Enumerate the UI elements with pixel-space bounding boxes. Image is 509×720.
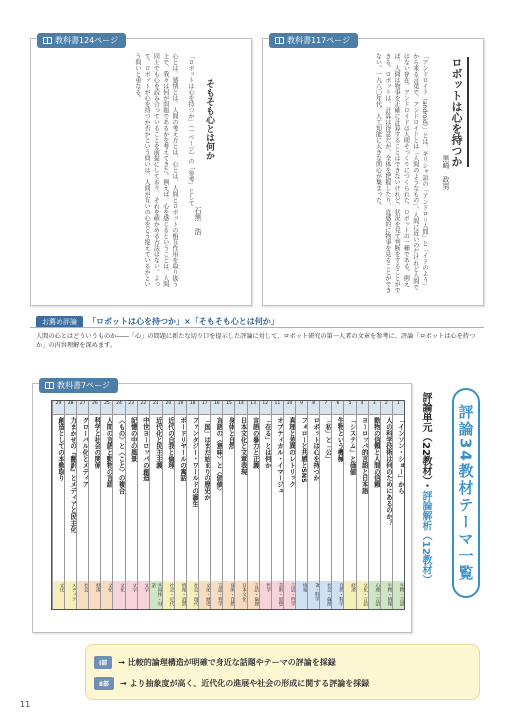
table-column (162, 401, 174, 609)
theme-tag: 日本文化 (235, 581, 246, 609)
theme-tag: 言語・倫理 (248, 581, 259, 609)
column-number: 1 (393, 401, 404, 415)
theme-banner (418, 388, 480, 598)
page-tab-124 (37, 33, 126, 48)
column-number: 4 (357, 401, 368, 415)
column-number: 16 (211, 401, 222, 415)
page-tab-label: 教科書117ページ (287, 36, 351, 45)
column-number: 17 (199, 401, 210, 415)
divider (30, 327, 484, 328)
page-tab-117 (269, 33, 358, 48)
essay-title: そもそも心とは何か (204, 79, 214, 160)
essay-title-cell: 日本文化と文章表現 (239, 417, 248, 475)
page-tab-label: 教科書7ページ (57, 381, 110, 390)
theme-tag: AI・科学 (308, 581, 319, 609)
column-number: 3 (369, 401, 380, 415)
table-column (137, 401, 149, 609)
theme-tag: 文字 (138, 581, 149, 609)
part2-row (94, 677, 369, 690)
essay-title-cell: 近代化と民主主義 (154, 417, 163, 469)
theme-tag: 情報 (296, 581, 307, 609)
column-number: 18 (187, 401, 198, 415)
column-number: 8 (308, 401, 319, 415)
theme-tag: 文化・言語 (357, 581, 368, 609)
essay-title: ロボットは心を持つか (448, 57, 469, 167)
essay-title-cell: 科学と社会の関係 (93, 417, 102, 469)
textbook-page-117 (262, 38, 484, 306)
essay-title-cell: 「国」はまだ始まりの歴史か (203, 417, 212, 501)
column-number: 19 (175, 401, 186, 415)
part2-label: Ⅱ部 (94, 677, 114, 690)
textbook-spread (30, 38, 484, 306)
column-number: 22 (138, 401, 149, 415)
column-number: 14 (235, 401, 246, 415)
table-column (380, 401, 392, 609)
book-icon (275, 37, 284, 44)
book-icon (43, 37, 52, 44)
theme-tag: 文化・歴史 (199, 581, 210, 609)
table-column (52, 401, 64, 609)
theme-tag: 社会・現代 (187, 581, 198, 609)
page-number: 11 (20, 700, 31, 709)
theme-tag: 生物・情報 (381, 581, 392, 609)
table-column (247, 401, 259, 609)
column-number: 7 (320, 401, 331, 415)
column-number: 10 (284, 401, 295, 415)
table-column (125, 401, 137, 609)
column-number: 26 (89, 401, 100, 415)
theme-tag: 経済 (89, 581, 100, 609)
table-column (234, 401, 246, 609)
table-column (283, 401, 295, 609)
parts-callout (85, 644, 480, 700)
table-column (392, 401, 404, 609)
essay-title-cell: 真理と差異のレトリック (288, 417, 297, 488)
column-number: 13 (248, 401, 259, 415)
column-number: 5 (344, 401, 355, 415)
theme-tag: 文化 (53, 581, 64, 609)
table-column (222, 401, 234, 609)
table-column (174, 401, 186, 609)
banner-sub-prefix: 評論単元（ (420, 392, 431, 442)
essay-title-cell: 中世ヨーロッパの創造 (141, 417, 150, 481)
essay-subtitle: 「ロボットは心を持つか」（一ベージ）の「参考」として (187, 53, 194, 206)
essay-title-cell: ロボットは心を持つか (312, 417, 321, 481)
essay-title-cell: 力まかせの『翻訳』とメディアと民主化 (69, 417, 78, 533)
essay-title-cell: 言語の暴力と正義 (251, 417, 260, 469)
theme-tag: 言語・哲学 (211, 581, 222, 609)
recommended-headline: 「ロボットは心を持つか」×「そもそも心とは何か」 (88, 317, 279, 326)
banner-sub-mid: ）・ (420, 475, 431, 491)
essay-title-cell: ヨーロッパ的言語と日本語 (360, 417, 369, 494)
banner-count-1: 22教材 (420, 442, 431, 476)
theme-tag: 社会 (77, 581, 88, 609)
table-column (271, 401, 283, 609)
theme-tag: 哲学 (260, 581, 271, 609)
theme-tag: 社会・倫理 (320, 581, 331, 609)
table-column (210, 401, 222, 609)
theme-tag: 共同体・対話 (150, 581, 162, 609)
column-number: 23 (126, 401, 137, 415)
column-number: 25 (101, 401, 112, 415)
table-column (331, 401, 343, 609)
essay-author: 石黒 浩 (194, 207, 202, 235)
column-number: 27 (77, 401, 88, 415)
essay-title-cell: フォローと共感とSNS (300, 417, 309, 483)
theme-table (51, 400, 405, 610)
column-number: 12 (260, 401, 271, 415)
essay-title-cell: 人間の言語と動物の言語 (105, 417, 114, 488)
theme-table-page (32, 383, 412, 633)
essay-title-cell: 「インソン・ショー」から (397, 417, 405, 494)
column-number: 11 (272, 401, 283, 415)
essay-author: 黒崎 政男 (442, 155, 450, 190)
column-number: 15 (223, 401, 234, 415)
column-number: 29 (53, 401, 64, 415)
recommended-badge: お薦め評論 (36, 316, 83, 328)
table-column (100, 401, 112, 609)
banner-title: 評論34教材テーマ一覧 (452, 388, 480, 598)
theme-tag: 生物・言語 (393, 581, 404, 609)
part1-row (94, 656, 336, 669)
table-column (198, 401, 210, 609)
theme-tag: 社会・近代 (163, 581, 174, 609)
essay-title-cell: 生物という機械 (336, 417, 345, 462)
essay-title-cell: 「システム」と価値 (348, 417, 357, 475)
book-icon (45, 382, 54, 389)
theme-tag: 文化 (113, 581, 124, 609)
column-number: 20 (163, 401, 174, 415)
table-column (356, 401, 368, 609)
part1-text: → 比較的論理構造が明確で身近な話題やテーマの評論を採録 (118, 658, 336, 667)
essay-title-cell: 動物の信頼と人間の信頼 (372, 417, 381, 488)
essay-title-cell: 身体と自然 (227, 417, 236, 449)
theme-tag: 身体・自然 (223, 581, 234, 609)
theme-tag: 情報・消費 (175, 581, 186, 609)
table-column (319, 401, 331, 609)
table-column (343, 401, 355, 609)
column-number: 2 (381, 401, 392, 415)
essay-title-cell: 「私」と「公」 (324, 417, 333, 462)
table-column (186, 401, 198, 609)
column-number: 28 (65, 401, 76, 415)
column-number: 9 (296, 401, 307, 415)
essay-title-cell: 人の科学技術は何のためにあるのか？ (384, 417, 393, 526)
recommended-note: 人間の心とはどういうものか――「心」の問題に新たな切り口を提示した評論に対して、ロボット研究の第一人者の文章を参考に、評論「ロボットは心を持つか」の内容理解を深めます。 (36, 333, 476, 349)
theme-tag: 自然・科学 (332, 581, 343, 609)
table-column (76, 401, 88, 609)
essay-title-cell: オプティカル・イマージュ (275, 417, 284, 494)
banner-subtitle (418, 392, 433, 592)
essay-title-cell: 〈もの〉と〈こと〉の複合 (117, 417, 126, 494)
table-column (259, 401, 271, 609)
essay-body: 「アンドロイド（android）」とは、ギリシャ語の「アンドロ＝人間」と「イドのよう」から来る言葉で、アンドロイドとは「人間のようなもの」。人間に近いのだけれど人間ではない存在。アンドロイドは人間そっくりにつくられた、ロボットの一種である。例えば、人間は物事を正確に計算することはできないけれど、状況を見て判断をすることができる。ロボットは、計算は得意だが、全体を把握したり、直感的に物事を見ることができない。一九八〇年代、人工知能に大きな関心が集まった。 (374, 53, 428, 293)
theme-tag: メディア (65, 581, 76, 609)
column-number: 6 (332, 401, 343, 415)
essay-title-cell: 近代の自我と倫理 (166, 417, 175, 469)
essay-title-cell: ボードリヤールの寓話 (179, 417, 188, 481)
table-column (149, 401, 162, 609)
textbook-page-124 (30, 38, 252, 306)
theme-tag: 心理・言語 (369, 581, 380, 609)
part2-text: → より抽象度が高く、近代化の進展や社会の形成に関する評論を採録 (119, 679, 370, 688)
theme-tag: 経済 (344, 581, 355, 609)
table-column (307, 401, 319, 609)
theme-tag: 文化 (101, 581, 112, 609)
table-column (112, 401, 124, 609)
column-number: 24 (113, 401, 124, 415)
table-column (368, 401, 380, 609)
column-number: 21 (150, 401, 162, 415)
page-tab-label: 教科書124ページ (55, 36, 119, 45)
table-column (295, 401, 307, 609)
banner-highlight: 評論解析 (420, 490, 431, 531)
banner-count-2: （12教材） (420, 530, 431, 585)
essay-title-cell: グローバル化とメディア (81, 417, 90, 488)
page-tab-7 (39, 378, 118, 393)
essay-title-cell: 記憶の中の風景 (129, 417, 138, 462)
table-column (88, 401, 100, 609)
essay-title-cell: 「在る」とは何か (263, 417, 272, 469)
theme-tag: 言語・哲学 (284, 581, 295, 609)
theme-tag: 芸術・思想 (272, 581, 283, 609)
essay-body: 心とは、感情とは、人間の考え方とは、心とは、人間とロボットの相互作用を取り扱う上で、我々は何が問題であるかを考えてきた。例えば、心を感じるということは、人間同士でも心を読み合っていることを前提にしており、それを確かめる方法はない。よって、ロボットが心を持つか否かという問いは、人間が互いの心をどう捉えているかという問いと重なる。 (133, 53, 178, 287)
essay-title-cell: 言語の〈意味〉と〈価値〉 (215, 417, 224, 494)
essay-title-cell: ファンタジー・ワールドの誕生 (191, 417, 200, 507)
essay-title-cell: 創造としての本歌取り (57, 417, 66, 481)
part1-label: Ⅰ部 (94, 656, 112, 669)
table-column (64, 401, 76, 609)
theme-tag: 文字 (126, 581, 137, 609)
